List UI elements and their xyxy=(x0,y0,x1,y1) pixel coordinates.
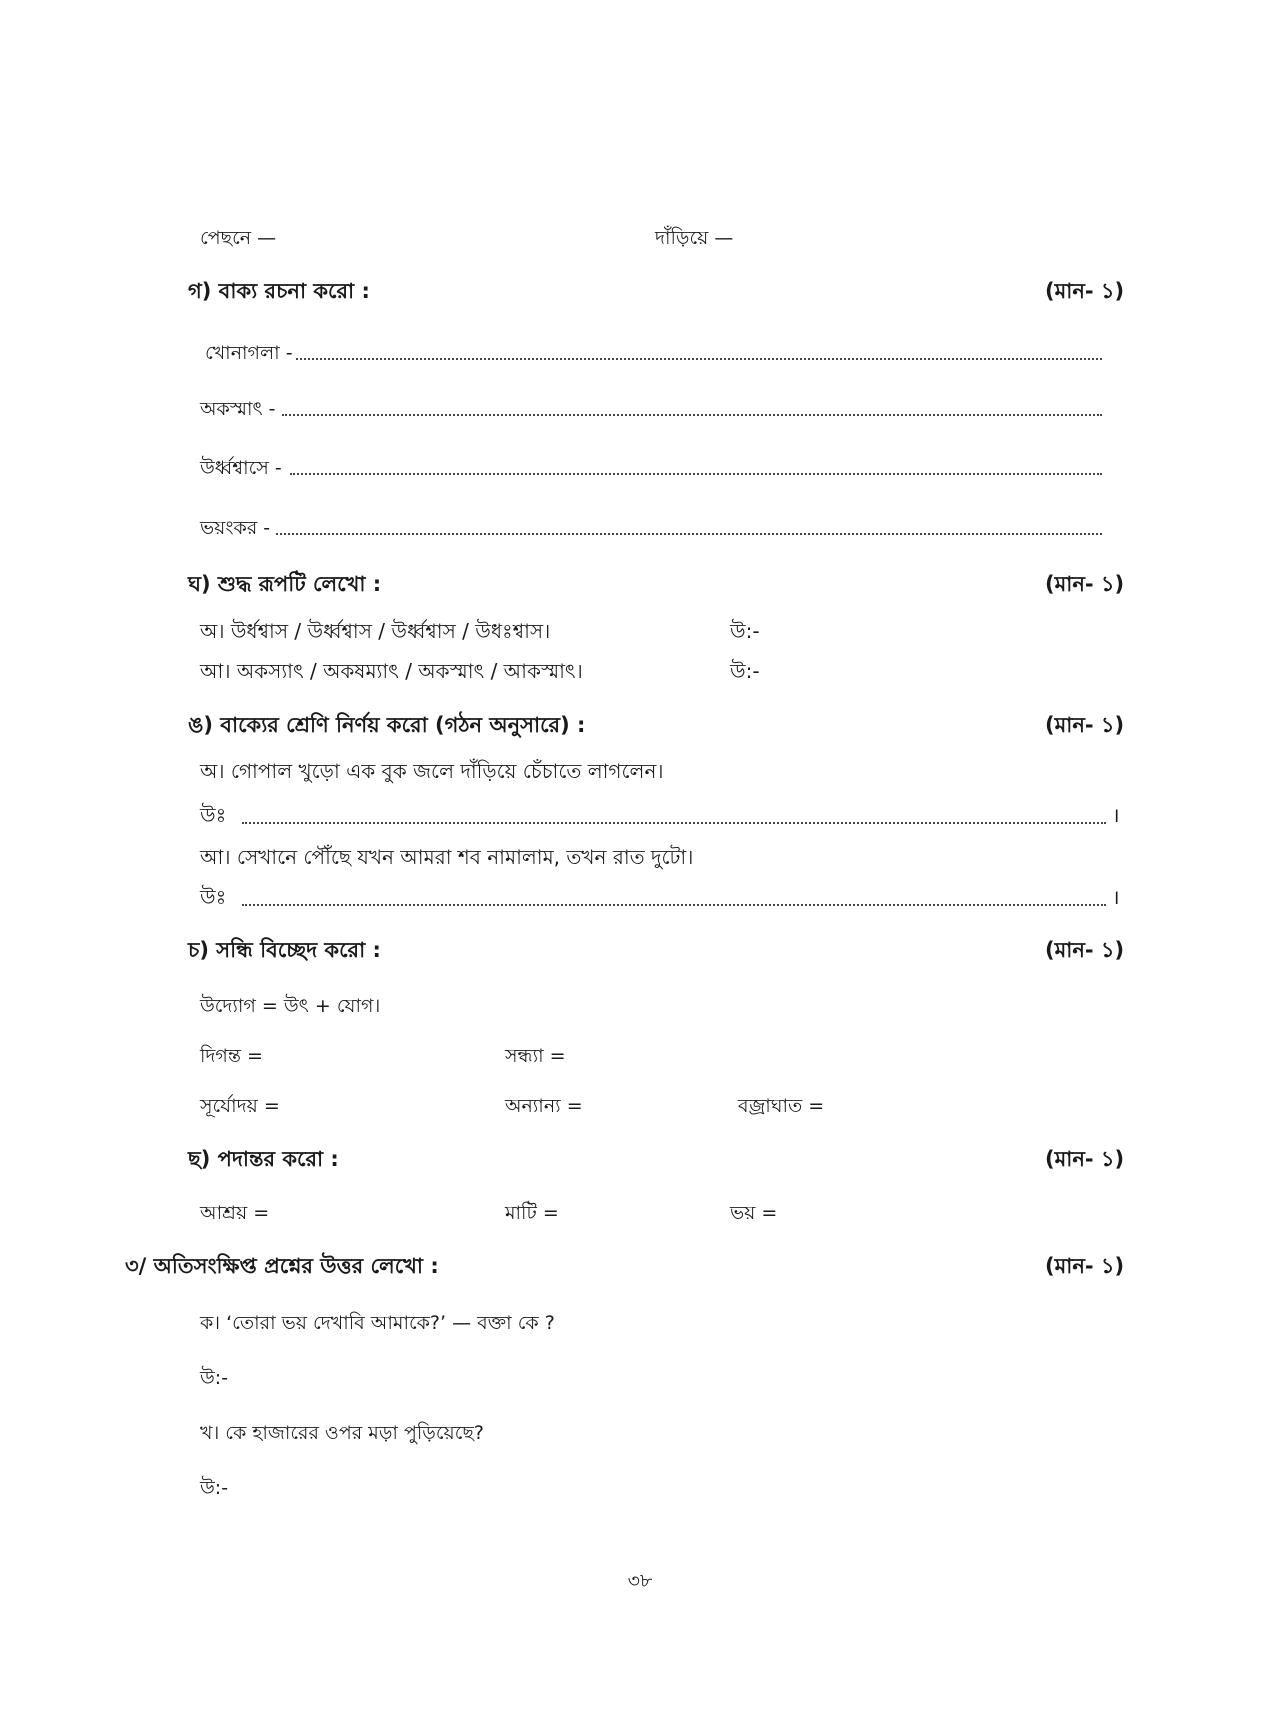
spelling-row-2: আ। অকস্যাৎ / অকষম্যাৎ / অকস্মাৎ / আকস্মাৎ। xyxy=(200,659,583,683)
padantar-item-2: মাটি = xyxy=(505,1202,559,1224)
padantar-item-1: আশ্রয় = xyxy=(200,1202,270,1224)
top-left-prompt: পেছনে — xyxy=(200,227,277,249)
section-chha-marks: (মান- ১) xyxy=(1045,1147,1125,1171)
page-number: ৩৮ xyxy=(627,1570,653,1592)
classify-question-1: অ। গোপাল খুড়ো এক বুক জলে দাঁড়িয়ে চেঁচাতে লাগলেন। xyxy=(200,759,664,783)
sandhi-item-1: দিগন্ত = xyxy=(200,1045,263,1067)
sentence-item-3: উর্ধ্বশ্বাসে - xyxy=(200,457,282,479)
answer-line xyxy=(242,904,1106,906)
short-question-1: ক। ‘তোরা ভয় দেখাবি আমাকে?’ — বক্তা কে ? xyxy=(200,1312,555,1334)
section-umo-marks: (মান- ১) xyxy=(1045,713,1125,737)
section-cha-marks: (মান- ১) xyxy=(1045,938,1125,962)
sentence-item-2: অকস্মাৎ - xyxy=(200,398,276,420)
classify-answer-label-2: উঃ xyxy=(200,885,227,909)
sentence-item-4: ভয়ংকর - xyxy=(200,517,271,539)
answer-line xyxy=(296,358,1102,360)
answer-end-mark: । xyxy=(1112,885,1120,909)
section-3-title: ৩/ অতিসংক্ষিপ্ত প্রশ্নের উত্তর লেখো : xyxy=(125,1254,439,1278)
sandhi-item-4: অন্যান্য = xyxy=(505,1095,583,1117)
section-umo-title: ঙ) বাক্যের শ্রেণি নির্ণয় করো (গঠন অনুসারে) : xyxy=(188,713,586,737)
short-question-2: খ। কে হাজারের ওপর মড়া পুড়িয়েছে? xyxy=(200,1422,484,1444)
section-3-marks: (মান- ১) xyxy=(1045,1254,1125,1278)
spelling-answer-1: উ:- xyxy=(730,619,760,643)
section-chha-title: ছ) পদান্তর করো : xyxy=(188,1147,339,1171)
answer-line xyxy=(282,414,1102,416)
sandhi-item-3: সূর্যোদয় = xyxy=(200,1095,280,1117)
section-gha-marks: (মান- ১) xyxy=(1045,572,1125,596)
padantar-item-3: ভয় = xyxy=(730,1202,778,1224)
section-cha-title: চ) সন্ধি বিচ্ছেদ করো : xyxy=(188,938,381,962)
section-ga-marks: (মান- ১) xyxy=(1045,279,1125,303)
top-right-prompt: দাঁড়িয়ে — xyxy=(655,227,734,249)
answer-end-mark: । xyxy=(1112,803,1120,827)
section-gha-title: ঘ) শুদ্ধ রূপটি লেখো : xyxy=(188,572,382,596)
answer-line xyxy=(242,822,1106,824)
answer-line xyxy=(290,473,1102,475)
sandhi-item-2: সন্ধ্যা = xyxy=(505,1045,566,1067)
sentence-item-1: খোনাগলা - xyxy=(205,342,293,364)
classify-answer-label-1: উঃ xyxy=(200,803,227,827)
section-ga-title: গ) বাক্য রচনা করো : xyxy=(188,279,370,303)
answer-line xyxy=(276,533,1102,535)
sandhi-example: উদ্যোগ = উৎ + যোগ। xyxy=(200,995,381,1017)
classify-question-2: আ। সেখানে পৌঁছে যখন আমরা শব নামালাম, তখন রাত দুটো। xyxy=(200,845,694,869)
spelling-answer-2: উ:- xyxy=(730,659,760,683)
short-answer-1: উ:- xyxy=(200,1367,229,1389)
short-answer-2: উ:- xyxy=(200,1477,229,1499)
sandhi-item-5: বজ্রাঘাত = xyxy=(738,1095,825,1117)
spelling-row-1: অ। উর্ধশ্বাস / উর্ধ্বশ্বাস / উর্ধ্বশ্বাস / উধঃশ্বাস। xyxy=(200,619,551,643)
